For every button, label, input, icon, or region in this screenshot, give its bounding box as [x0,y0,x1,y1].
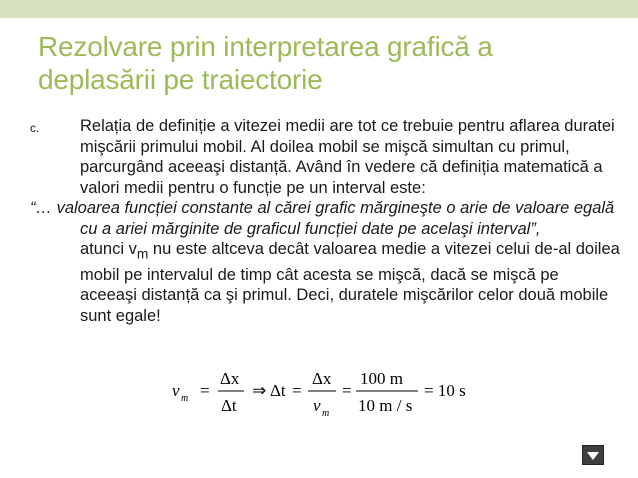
down-arrow-icon [587,452,599,460]
para2-start: atunci v [80,240,137,258]
next-slide-button[interactable] [582,445,604,465]
formula-dt-1: Δt [221,396,237,415]
slide-title [38,30,618,96]
formula-dx-1: Δx [220,369,240,388]
bullet-label: c. [30,121,40,135]
quote-definition: “… valoarea funcției constante al cărei grafic mărgineşte o arie de valoare egală cu a ariei mărginite de graficul funcției date pe acelaşi interval”, [30,199,615,238]
velocity-formula [170,364,480,424]
para2-subscript: m [136,246,149,262]
formula-v: v [172,381,180,400]
formula-v-sub: m [181,393,189,404]
top-accent-bar [0,0,638,18]
formula-numerator: 100 m [360,369,403,388]
slide-body [30,116,620,326]
formula-v-den-sub: m [322,408,330,419]
title-line-2: deplasării pe traiectorie [38,64,323,95]
formula-denominator: 10 m / s [358,396,413,415]
paragraph-conclusion [30,239,620,326]
formula-eq-3: = [342,381,352,400]
formula-v-den: v [313,396,321,415]
formula-implies: ⇒ [252,381,267,400]
paragraph-definition: Relația de definiție a vitezei medii are tot ce trebuie pentru aflarea duratei mişcării primului mobil. Al doilea mobil se mişcă simultan cu primul, parcurgând aceeaşi distanță. Având în vedere că definiția matematică a valori medii pentru o funcție pe un interval este: [80,117,615,197]
formula-eq-2: = [292,381,302,400]
formula-eq-1: = [200,381,210,400]
formula-svg [170,364,480,424]
formula-result: = 10 s [424,381,466,400]
title-line-1: Rezolvare prin interpretarea grafică a [38,31,493,62]
para2-rest: nu este altceva decât valoarea medie a vitezei celui de-al doilea mobil pe intervalul de timp cât acesta se mişcă, dacă se mişcă pe aceeaşi distanță ca şi primul. Deci, duratele mişcărilor celor două mobile sunt egale! [80,240,620,325]
formula-dt-2: Δt [270,381,286,400]
formula-dx-2: Δx [312,369,332,388]
